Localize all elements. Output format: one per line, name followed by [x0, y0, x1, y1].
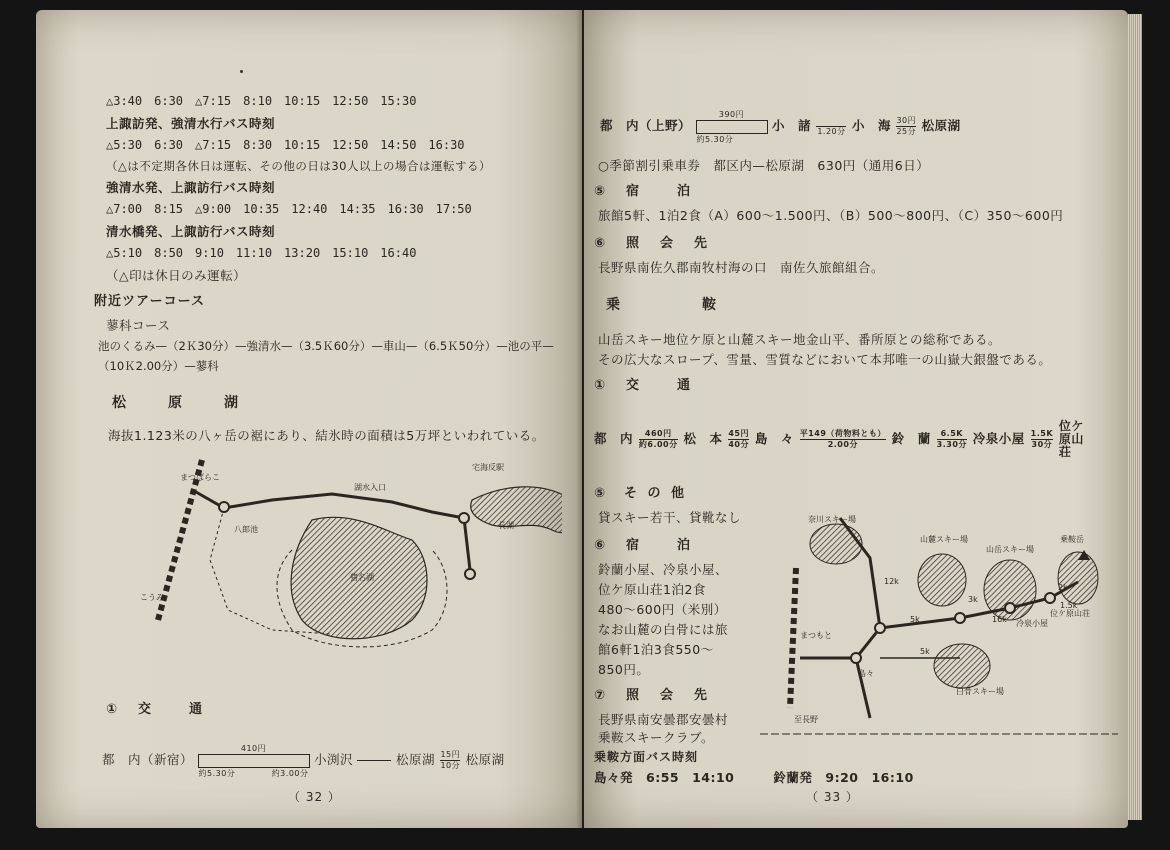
- route2-via-3: 鈴 蘭: [891, 431, 931, 446]
- route2-time-2: 40分: [728, 440, 749, 449]
- label-norikuradake: 乗鞍岳: [1060, 535, 1084, 544]
- lodging2-line-6: 850円。: [598, 662, 650, 677]
- label-sancho: 山麓スキー場: [920, 535, 968, 544]
- route-to-2: 松原湖: [465, 752, 505, 767]
- railway-line: [158, 460, 202, 620]
- label-16k: 16k: [992, 615, 1007, 624]
- junction-node: [875, 623, 885, 633]
- route2-fare-1: 460円: [639, 429, 678, 440]
- speck: [240, 70, 243, 73]
- kuraigahara-node: [1045, 593, 1055, 603]
- page-edges: [1128, 14, 1142, 820]
- route2-dist-5: 1.5K: [1030, 429, 1054, 438]
- route-fare-frac: [440, 750, 460, 771]
- other-heading: ⑤ そ の 他: [594, 486, 688, 501]
- route1-time-1: 約5.30分: [696, 134, 734, 144]
- route1-from: 都 内（上野）: [600, 118, 692, 133]
- route-fare-2: 15円: [440, 750, 461, 759]
- label-5k: 5k: [910, 615, 920, 624]
- lodging2-line-2: 位ケ原山荘1泊2食: [598, 582, 706, 597]
- lodging-heading: ⑤ 宿 泊: [594, 184, 695, 199]
- contact-text: 長野県南佐久郡南牧村海の口 南佐久旅館組合。: [598, 260, 885, 275]
- bus-line: 島々発 6:55 14:10 鈴蘭発 9:20 16:10: [594, 770, 914, 785]
- label-2k: 2k: [1058, 583, 1068, 592]
- tour-heading: 附近ツアーコース: [94, 294, 205, 309]
- map2-svg: [760, 498, 1118, 752]
- norikura-heading: 乗 鞍: [606, 297, 726, 313]
- route2-frac-3: [800, 429, 886, 450]
- schedule-heading-3: 清水橋発、上諏訪行バス時刻: [106, 224, 276, 239]
- lodging2-heading: ⑥ 宿 泊: [594, 538, 695, 553]
- norikura-text-1: 山岳スキー地位ケ原と山麓スキー地金山平、番所原との総称である。: [598, 332, 1002, 347]
- route2-fare-2: 45円: [728, 429, 749, 438]
- schedule-line-3: △7:00 8:15 △9:00 10:35 12:40 14:35 16:30 17:50: [106, 202, 472, 216]
- matsubarako-map: [132, 450, 562, 680]
- shimashima-node: [851, 653, 861, 663]
- route1-to: 松原湖: [921, 118, 961, 133]
- route1-via-2: 小 海: [851, 118, 891, 133]
- lodging2-line-4: なお山麓の白骨には旅: [598, 622, 729, 637]
- route1-time-2: 1.20分: [817, 127, 846, 136]
- route2-via-1: 松 本: [683, 431, 723, 446]
- route2-fare-3: 平149（荷物料とも）: [799, 429, 886, 438]
- route1-segment: [696, 109, 768, 144]
- route2-time-1: 約6.00分: [638, 440, 678, 449]
- route2-frac-1: [639, 429, 678, 450]
- label-shimashima: 島々: [858, 669, 874, 678]
- route-time-2: 約3.00分: [271, 768, 309, 778]
- label-3k: 3k: [968, 595, 978, 604]
- route-dash: [357, 760, 391, 761]
- suzuran-node: [955, 613, 965, 623]
- route-time-1: 約5.30分: [198, 768, 236, 778]
- label-koumi: こうみ: [140, 593, 164, 602]
- route1-frac-2: [896, 116, 916, 137]
- route2-frac-4: [937, 429, 967, 450]
- route2-from: 都 内: [594, 431, 634, 446]
- route1-fare-2: 30円: [896, 116, 917, 125]
- sancho-ski-area: [918, 554, 966, 606]
- route1-time-3: 25分: [896, 127, 917, 136]
- schedule-line-1: △3:40 6:30 △7:15 8:10 10:15 12:50 15:30: [106, 94, 417, 108]
- norikura-map: [760, 498, 1118, 752]
- label-yatsugaike: 八郎池: [234, 525, 258, 534]
- label-narakawa: 奈川スキー場: [808, 515, 856, 524]
- season-ticket: ○季節割引乗車券 都区内—松原湖 630円（通用6日）: [598, 158, 930, 173]
- route1-frac: [816, 116, 846, 137]
- label-12k: 12k: [884, 577, 899, 586]
- nagaike-lake: [471, 487, 562, 533]
- schedule-note-2: （△印は休日のみ運転）: [106, 268, 247, 283]
- norikura-summit-area: [1058, 552, 1098, 604]
- right-page: [584, 10, 1128, 828]
- lake-description: 海抜1.123米の八ヶ岳の裾にあり、結氷時の面積は5万坪といわれている。: [108, 428, 545, 443]
- route-via: 小渕沢: [313, 752, 353, 767]
- label-matsumoto: まつもと: [800, 631, 832, 640]
- label-kosui-iriguchi: 湖水入口: [354, 483, 386, 492]
- route2-via-4: 冷泉小屋: [972, 431, 1025, 446]
- transport-heading: ① 交 通: [106, 702, 207, 717]
- map-svg: [132, 450, 562, 680]
- route2-frac-5: [1031, 429, 1053, 450]
- label-mugiten: 至長野: [794, 715, 818, 724]
- contact2-heading: ⑦ 照 会 先: [594, 688, 712, 703]
- route-segment-1: [198, 743, 310, 778]
- left-page: [36, 10, 582, 828]
- schedule-line-2: △5:30 6:30 △7:15 8:30 10:15 12:50 14:50 16:30: [106, 138, 465, 152]
- other-text: 貸スキー若干、貸靴なし: [598, 510, 742, 525]
- tour-name: 蓼科コース: [106, 318, 171, 333]
- route1-line: [600, 109, 961, 144]
- route2-time-5: 30分: [1031, 440, 1053, 449]
- schedule-heading-2: 強清水発、上諏訪行バス時刻: [106, 180, 276, 195]
- narakawa-ski-area: [810, 524, 862, 564]
- junction-3: [465, 569, 475, 579]
- side-road: [464, 518, 470, 570]
- label-station: 宅海反駅: [472, 463, 504, 472]
- lodging2-line-5: 館6軒1泊3食550〜: [598, 642, 714, 657]
- route1-fare: 390円: [718, 109, 745, 119]
- lake-heading: 松 原 湖: [112, 395, 252, 411]
- label-matsubarako: まつばらこ: [180, 473, 220, 482]
- transport2-heading: ① 交 通: [594, 378, 695, 393]
- label-5k-b: 5k: [920, 647, 930, 656]
- label-sangaku: 山岳スキー場: [986, 545, 1034, 554]
- page-number-right: （ 33 ）: [806, 790, 859, 804]
- route2-dist-4: 6.5K: [937, 429, 967, 440]
- label-reisen: 冷泉小屋: [1016, 619, 1048, 628]
- lodging-text: 旅館5軒、1泊2食（A）600〜1.500円、（B）500〜800円、（C）350〜600円: [598, 208, 1064, 223]
- open-book: [36, 10, 1128, 836]
- route1-via-1: 小 諸: [771, 118, 811, 133]
- route-fare: 410円: [240, 743, 267, 753]
- norikura-text-2: その広大なスロープ、雪量、雪質などにおいて本邦唯一の山嶽大銀盤である。: [598, 352, 1052, 367]
- route-from: 都 内（新宿）: [102, 752, 194, 767]
- route2-time-4: 3.30分: [936, 440, 967, 449]
- bus-heading: 乗鞍方面バス時刻: [594, 750, 699, 764]
- railway-line-2: [790, 568, 796, 708]
- junction-1: [219, 502, 229, 512]
- route-time-3: 10分: [440, 761, 461, 770]
- route2-time-3: 2.00分: [827, 440, 858, 449]
- contact-heading: ⑥ 照 会 先: [594, 236, 712, 251]
- lodging2-line-1: 鈴蘭小屋、冷泉小屋、: [598, 562, 729, 577]
- main-road: [196, 492, 464, 518]
- route2-to: 位ケ原山荘: [1058, 419, 1084, 459]
- tour-line-2: （10Ｋ2.00分）—蓼科: [98, 359, 219, 373]
- reisen-node: [1005, 603, 1015, 613]
- label-nagaike: 長湖: [498, 521, 514, 530]
- label-inako: 猪名湖: [350, 573, 374, 582]
- label-kuraigahara: 位ケ原山荘: [1050, 609, 1090, 618]
- route-to-1: 松原湖: [395, 752, 435, 767]
- route-line: [102, 743, 505, 778]
- page-number-left: （ 32 ）: [288, 790, 341, 804]
- label-1-5k: 1.5k: [1060, 601, 1078, 610]
- contact2-line-2: 乗鞍スキークラブ。: [598, 730, 715, 745]
- junction-2: [459, 513, 469, 523]
- route2-frac-2: [728, 429, 749, 450]
- tour-line-1: 池のくるみ—（2Ｋ30分）—強清水—（3.5Ｋ60分）—車山—（6.5Ｋ50分）—池の平—: [98, 339, 554, 353]
- route2-via-2: 島 々: [754, 431, 794, 446]
- contact2-line-1: 長野県南安曇郡安曇村: [598, 712, 729, 727]
- schedule-heading-1: 上諏訪発、強清水行バス時刻: [106, 116, 276, 131]
- shirahone-ski-area: [934, 644, 990, 688]
- schedule-note-1: （△は不定期各休日は運転、その他の日は30人以上の場合は運転する）: [106, 159, 491, 173]
- road-south: [856, 658, 870, 718]
- route2-line: [594, 420, 1095, 459]
- lodging2-line-3: 480〜600円（米別）: [598, 602, 727, 617]
- schedule-line-4: △5:10 8:50 9:10 11:10 13:20 15:10 16:40: [106, 246, 417, 260]
- label-shirahone: 白骨スキー場: [956, 687, 1004, 696]
